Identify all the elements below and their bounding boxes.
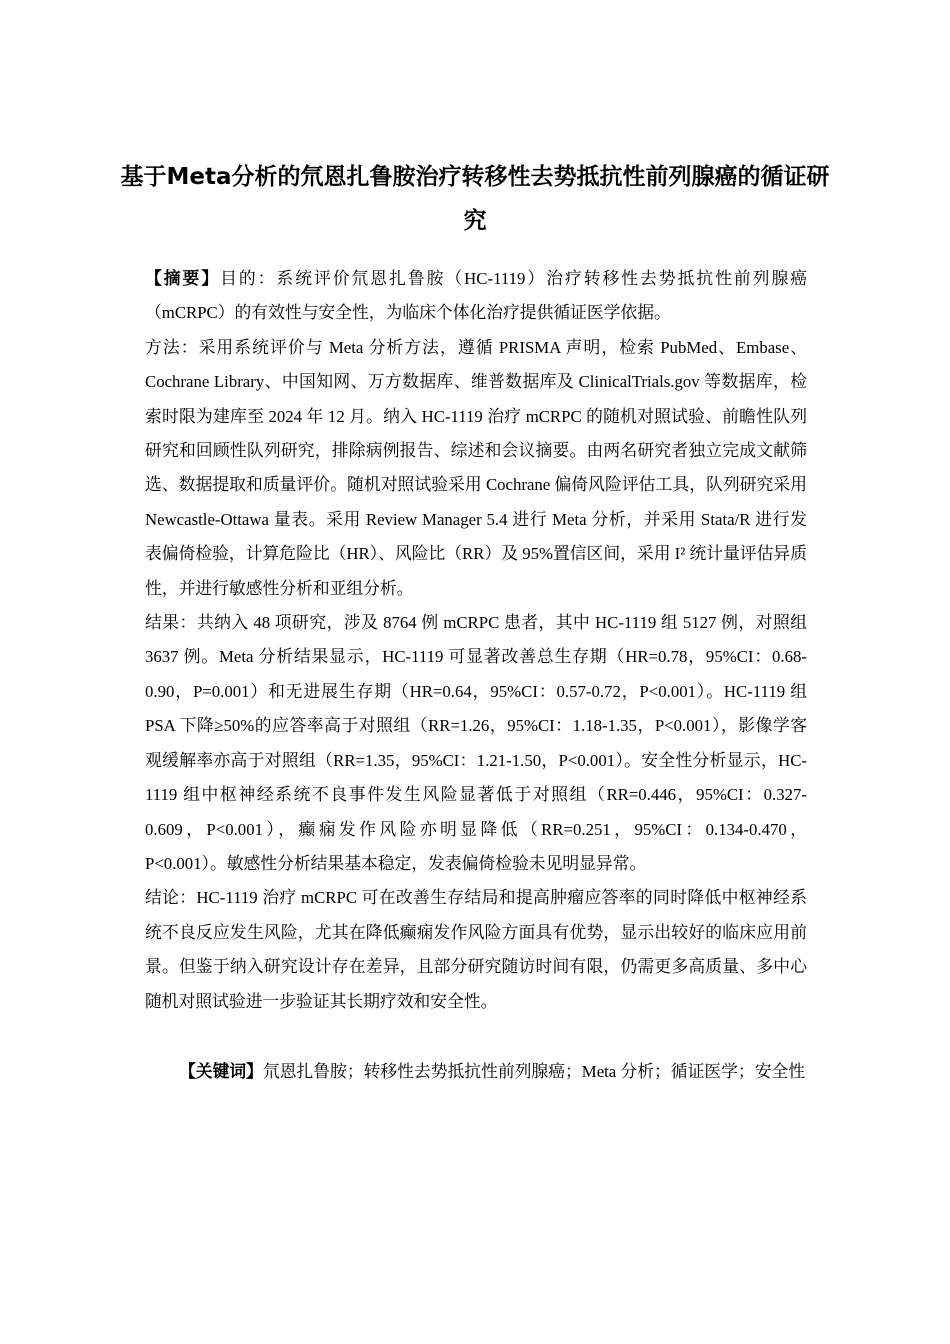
abstract-results: 结果：共纳入 48 项研究，涉及 8764 例 mCRPC 患者，其中 HC-1119 组 5127 例，对照组 3637 例。Meta 分析结果显示，HC-1119 可显著改善总生存期（HR=0.78，95%CI：0.68-0.90，P=0.001）和无进展生存期（HR=0.64，95%CI：0.57-0.72，P<0.001）。HC-1119 组 PSA 下降≥50%的应答率高于对照组（RR=1.26，95%CI：1.18-1.35，P<0.001），影像学客观缓解率亦高于对照组（RR=1.35，95%CI：1.21-1.50，P<0.001）。安全性分析显示，HC-1119 组中枢神经系统不良事件发生风险显著低于对照组（RR=0.446，95%CI：0.327-0.609，P<0.001），癫痫发作风险亦明显降低（RR=0.251，95%CI：0.134-0.470，P<0.001）。敏感性分析结果基本稳定，发表偏倚检验未见明显异常。	[145, 613, 807, 873]
abstract-label: 【摘要】	[145, 269, 221, 288]
abstract-section	[145, 262, 807, 1089]
keywords-paragraph	[145, 1055, 807, 1089]
keywords-text: 氘恩扎鲁胺；转移性去势抵抗性前列腺癌；Meta 分析；循证医学；安全性	[262, 1061, 806, 1081]
abstract-objective-paragraph	[145, 262, 807, 331]
abstract-methods: 方法：采用系统评价与 Meta 分析方法，遵循 PRISMA 声明，检索 PubMed、Embase、Cochrane Library、中国知网、万方数据库、维普数据库及 ClinicalTrials.gov 等数据库，检索时限为建库至 2024 年 12 月。纳入 HC-1119 治疗 mCRPC 的随机对照试验、前瞻性队列研究和回顾性队列研究，排除病例报告、综述和会议摘要。由两名研究者独立完成文献筛选、数据提取和质量评价。随机对照试验采用 Cochrane 偏倚风险评估工具，队列研究采用 Newcastle-Ottawa 量表。采用 Review Manager 5.4 进行 Meta 分析，并采用 Stata/R 进行发表偏倚检验，计算危险比（HR）、风险比（RR）及 95%置信区间，采用 I² 统计量评估异质性，并进行敏感性分析和亚组分析。	[145, 337, 807, 598]
keywords-label: 【关键词】	[179, 1061, 263, 1081]
paper-title: 基于Meta分析的氘恩扎鲁胺治疗转移性去势抵抗性前列腺癌的循证研究	[120, 164, 830, 234]
abstract-conclusion: 结论：HC-1119 治疗 mCRPC 可在改善生存结局和提高肿瘤应答率的同时降低中枢神经系统不良反应发生风险，尤其在降低癫痫发作风险方面具有优势，显示出较好的临床应用前景。但鉴于纳入研究设计存在差异，且部分研究随访时间有限，仍需更多高质量、多中心随机对照试验进一步验证其长期疗效和安全性。	[145, 888, 807, 1011]
abstract-objective: 目的：系统评价氘恩扎鲁胺（HC-1119）治疗转移性去势抵抗性前列腺癌（mCRPC）的有效性与安全性，为临床个体化治疗提供循证医学依据。	[145, 269, 807, 323]
